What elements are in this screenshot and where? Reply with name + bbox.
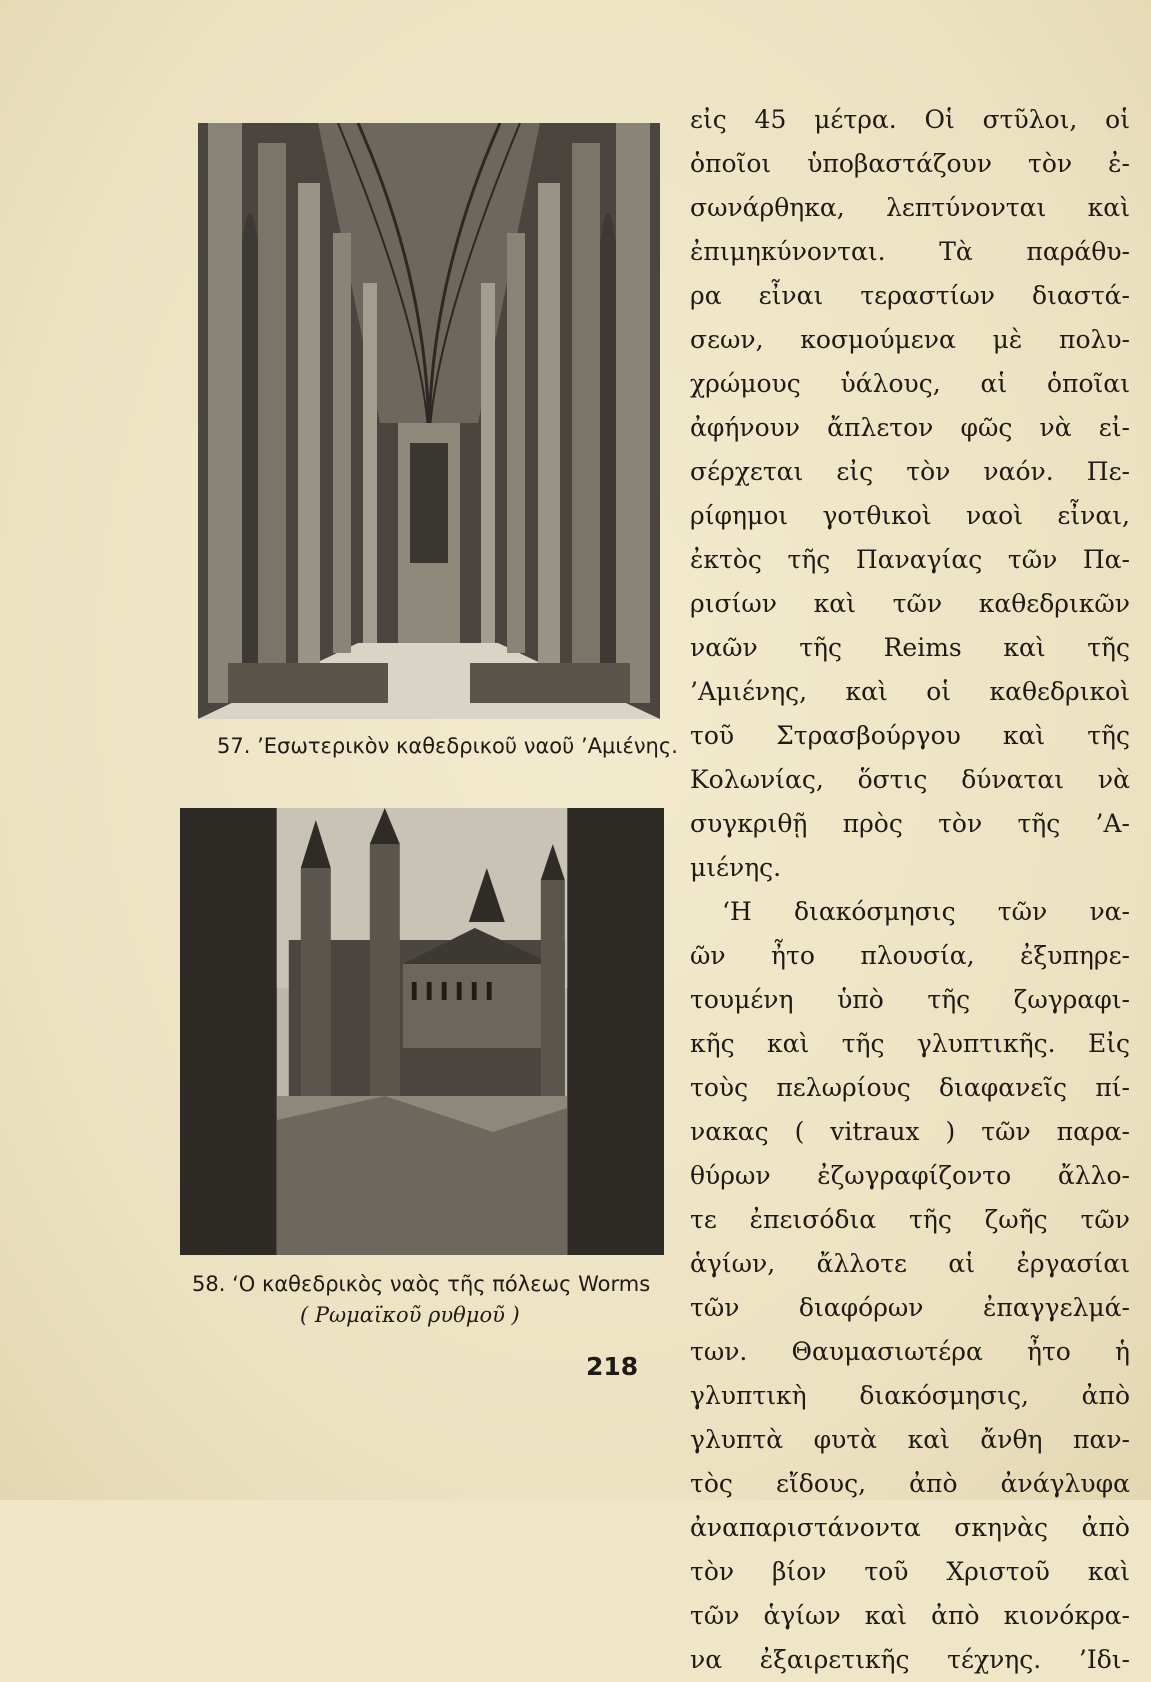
text-line: ἀφήνουν ἄπλετον φῶς νὰ εἰ- <box>690 413 1130 442</box>
text-line: νακας ( vitraux ) τῶν παρα- <box>690 1117 1130 1146</box>
text-line: θύρων ἐζωγραφίζοντο ἄλλο- <box>690 1161 1130 1190</box>
figure-57-amiens-interior-photo <box>198 123 660 719</box>
text-line: Κολωνίας, ὅστις δύναται νὰ <box>690 765 1130 794</box>
text-line: ἀναπαριστάνοντα σκηνὰς ἀπὸ <box>690 1513 1130 1542</box>
text-line: τὸν βίον τοῦ Χριστοῦ καὶ <box>690 1557 1130 1586</box>
text-line: τε ἐπεισόδια τῆς ζωῆς τῶν <box>690 1205 1130 1234</box>
text-line: ῶν ἦτο πλουσία, ἐξυπηρε- <box>690 941 1130 970</box>
text-line: ’Αμιένης, καὶ οἱ καθεδρικοὶ <box>690 677 1130 706</box>
figure-58-caption: 58. ‘Ο καθεδρικὸς ναὸς τῆς πόλεως Worms <box>192 1272 651 1296</box>
text-line: ρίφημοι γοτθικοὶ ναοὶ εἶναι, <box>690 501 1130 530</box>
body-text-column <box>690 98 1130 1682</box>
text-line: ἐκτὸς τῆς Παναγίας τῶν Πα- <box>690 545 1130 574</box>
text-line: τοὺς πελωρίους διαφανεῖς πί- <box>690 1073 1130 1102</box>
text-line: γλυπτὰ φυτὰ καὶ ἄνθη παν- <box>690 1425 1130 1454</box>
text-line: κῆς καὶ τῆς γλυπτικῆς. Εἰς <box>690 1029 1130 1058</box>
text-line: τουμένη ὑπὸ τῆς ζωγραφι- <box>690 985 1130 1014</box>
text-line: τοῦ Στρασβούργου καὶ τῆς <box>690 721 1130 750</box>
text-line: ρα εἶναι τεραστίων διαστά- <box>690 281 1130 310</box>
figure-58-worms-cathedral-photo <box>180 808 664 1255</box>
text-line: να ἐξαιρετικῆς τέχνης. ’Ιδι- <box>690 1645 1130 1674</box>
text-line: ‘Η διακόσμησις τῶν να- <box>722 897 1130 926</box>
text-line: ἐπιμηκύνονται. Τὰ παράθυ- <box>690 237 1130 266</box>
page-number: 218 <box>586 1352 639 1381</box>
figure-57-caption: 57. ’Εσωτερικὸν καθεδρικοῦ ναοῦ ’Αμιένης. <box>217 734 678 758</box>
text-line: ναῶν τῆς Reims καὶ τῆς <box>690 633 1130 662</box>
text-line: γλυπτικὴ διακόσμησις, ἀπὸ <box>690 1381 1130 1410</box>
text-line: ρισίων καὶ τῶν καθεδρικῶν <box>690 589 1130 618</box>
text-line: εἰς 45 μέτρα. Οἱ στῦλοι, οἱ <box>690 105 1130 134</box>
text-line: σωνάρθηκα, λεπτύνονται καὶ <box>690 193 1130 222</box>
text-line: ἁγίων, ἄλλοτε αἱ ἐργασίαι <box>690 1249 1130 1278</box>
text-line: συγκριθῇ πρὸς τὸν τῆς ’Α- <box>690 809 1130 838</box>
text-line: των. Θαυμασιωτέρα ἦτο ἡ <box>690 1337 1130 1366</box>
text-line: σεων, κοσμούμενα μὲ πολυ- <box>690 325 1130 354</box>
text-line: ὁποῖοι ὑποβαστάζουν τὸν ἐ- <box>690 149 1130 178</box>
text-line: μιένης. <box>690 853 782 882</box>
text-line: σέρχεται εἰς τὸν ναόν. Πε- <box>690 457 1130 486</box>
figure-58-subcaption: ( Ρωμαϊκοῦ ρυθμοῦ ) <box>300 1303 520 1327</box>
text-line: τῶν ἁγίων καὶ ἀπὸ κιονόκρα- <box>690 1601 1130 1630</box>
text-line: τῶν διαφόρων ἐπαγγελμά- <box>690 1293 1130 1322</box>
text-line: τὸς εἴδους, ἀπὸ ἀνάγλυφα <box>690 1469 1130 1498</box>
text-line: χρώμους ὑάλους, αἱ ὁποῖαι <box>690 369 1130 398</box>
